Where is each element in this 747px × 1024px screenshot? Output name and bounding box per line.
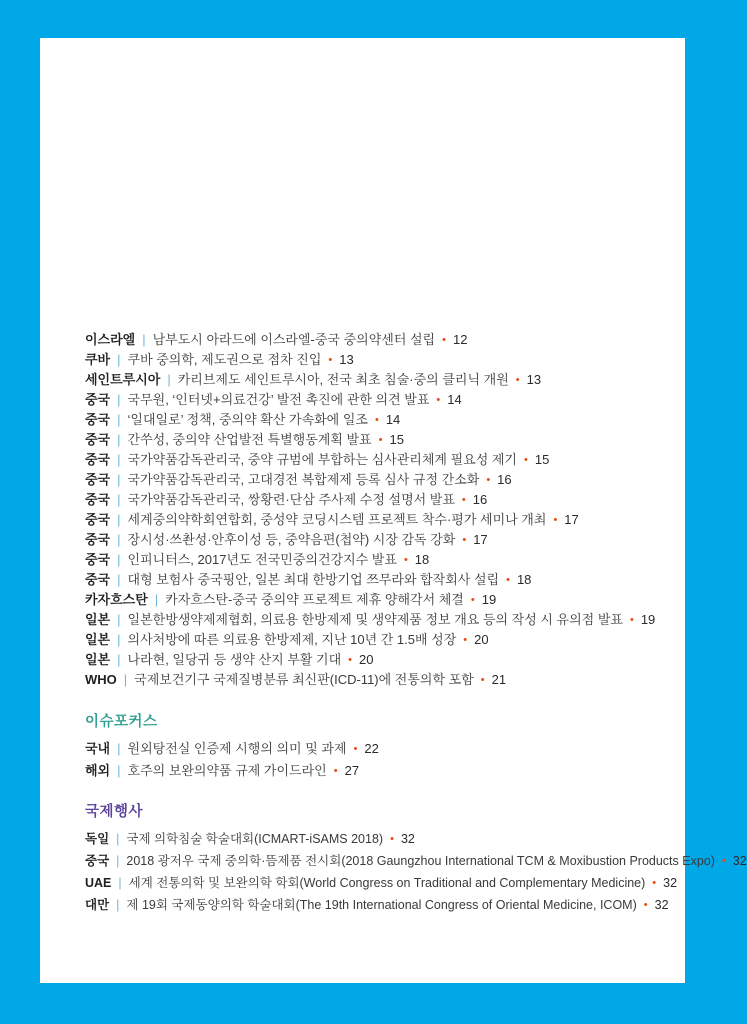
toc-entry-page: 13 [526, 372, 542, 387]
separator-bar: | [117, 512, 121, 527]
bullet-dot: • [486, 474, 491, 486]
separator-bar: | [116, 854, 120, 868]
toc-entry-country: 중국 [85, 512, 111, 527]
bullet-dot: • [721, 855, 726, 867]
toc-entry [85, 850, 747, 872]
toc-entry-title: 쿠바 중의학, 제도권으로 점차 진입 [127, 352, 322, 367]
bullet-dot: • [643, 899, 648, 911]
bullet-dot: • [462, 534, 467, 546]
toc-entry-page: 15 [389, 432, 404, 447]
toc-entry-country: 중국 [85, 452, 111, 467]
bullet-dot: • [403, 554, 408, 566]
toc-entry [85, 330, 655, 350]
toc-entry-page: 20 [359, 652, 374, 667]
toc-entry-country: WHO [85, 672, 117, 687]
section-issue-focus [85, 710, 379, 782]
bullet-dot: • [348, 654, 353, 666]
toc-entry-page: 18 [414, 552, 430, 567]
separator-bar: | [117, 552, 121, 567]
toc-entry [85, 550, 655, 570]
toc-entry-country: 중국 [85, 854, 110, 868]
bullet-dot: • [515, 374, 520, 386]
bullet-dot: • [629, 614, 634, 626]
toc-entry-title: 제 19회 국제동양의학 학술대회(The 19th International Congress of Oriental Medicine, ICOM) [126, 898, 637, 912]
toc-entry [85, 510, 655, 530]
separator-bar: | [116, 898, 120, 912]
separator-bar: | [154, 592, 159, 607]
page-sheet [40, 38, 747, 983]
toc-entry-page: 32 [732, 854, 747, 868]
bullet-dot: • [553, 514, 558, 526]
toc-entry-title: 대형 보험사 중국핑안, 일본 최대 한방기업 쯔무라와 합작회사 설립 [127, 572, 500, 587]
toc-entry [85, 590, 655, 610]
separator-bar: | [123, 672, 128, 687]
toc-entry-country: 해외 [85, 763, 111, 778]
toc-entry [85, 828, 747, 850]
toc-entry [85, 350, 655, 370]
toc-entry-title: 일본한방생약제제협회, 의료용 한방제제 및 생약제품 정보 개요 등의 작성 시 유의점 발표 [127, 612, 623, 627]
toc-entry-page: 17 [473, 532, 488, 547]
toc-entry-title: 2018 광저우 국제 중의학·뜸제품 전시회(2018 Gaungzhou International TCM & Moxibustion Products Expo) [126, 854, 715, 868]
toc-entry-title: 국가약품감독관리국, 쌍황련·단삼 주사제 수정 설명서 발표 [127, 492, 455, 507]
separator-bar: | [117, 432, 121, 447]
toc-entry-country: 중국 [85, 492, 111, 507]
bullet-dot: • [378, 434, 383, 446]
bullet-dot: • [461, 494, 466, 506]
toc-entry-title: 국제보건기구 국제질병분류 최신판(ICD-11)에 전통의학 포함 [134, 672, 474, 687]
toc-entry [85, 760, 379, 782]
toc-entry-country: UAE [85, 876, 112, 890]
separator-bar: | [167, 372, 171, 387]
toc-entry-title: 장시성·쓰촨성·안후이성 등, 중약음편(첩약) 시장 감독 강화 [127, 532, 456, 547]
toc-entry-page: 13 [339, 352, 354, 367]
toc-entry-page: 19 [481, 592, 497, 607]
toc-entry-page: 32 [654, 898, 669, 912]
toc-entry-page: 20 [474, 632, 489, 647]
toc-entry [85, 430, 655, 450]
bullet-dot: • [480, 674, 485, 686]
toc-entry-page: 21 [491, 672, 507, 687]
toc-entry-country: 중국 [85, 472, 111, 487]
toc-entry-country: 중국 [85, 412, 111, 427]
toc-main-list [85, 330, 655, 690]
toc-entry-page: 12 [452, 332, 468, 347]
toc-entry-country: 중국 [85, 432, 111, 447]
toc-entry-country: 중국 [85, 532, 111, 547]
toc-entry-page: 27 [344, 763, 360, 778]
bullet-dot: • [442, 334, 446, 346]
bullet-dot: • [463, 634, 468, 646]
toc-entry-page: 14 [385, 412, 401, 427]
toc-entry-country: 중국 [85, 392, 111, 407]
toc-entry-title: 국제 의학침술 학술대회(ICMART-iSAMS 2018) [126, 832, 384, 846]
bullet-dot: • [470, 594, 475, 606]
bullet-dot: • [353, 743, 358, 755]
separator-bar: | [117, 452, 121, 467]
bullet-dot: • [506, 574, 510, 586]
separator-bar: | [118, 876, 122, 890]
toc-entry [85, 630, 655, 650]
bullet-dot: • [652, 877, 657, 889]
toc-entry-title: 의사처방에 따른 의료용 한방제제, 지난 10년 간 1.5배 성장 [127, 632, 457, 647]
toc-entry-page: 32 [400, 832, 415, 846]
section-header-international-events: 국제행사 [85, 804, 144, 820]
separator-bar: | [117, 492, 121, 507]
toc-entry-title: 세계중의약학회연합회, 중성약 코딩시스템 프로젝트 착수·평가 세미나 개최 [127, 512, 547, 527]
separator-bar: | [142, 332, 146, 347]
separator-bar: | [117, 472, 121, 487]
bullet-dot: • [523, 454, 528, 466]
toc-entry-title: 국가약품감독관리국, 고대경전 복합제제 등록 심사 규정 간소화 [127, 472, 480, 487]
toc-entry [85, 410, 655, 430]
bullet-dot: • [390, 833, 394, 845]
separator-bar: | [117, 741, 121, 756]
toc-entry-page: 16 [497, 472, 512, 487]
toc-entry-country: 카자흐스탄 [85, 592, 148, 607]
toc-entry [85, 370, 655, 390]
bullet-dot: • [374, 414, 379, 426]
bullet-dot: • [333, 765, 338, 777]
separator-bar: | [117, 532, 121, 547]
bullet-dot: • [436, 394, 441, 406]
toc-entry-page: 19 [640, 612, 656, 627]
toc-entry [85, 738, 379, 760]
separator-bar: | [117, 652, 121, 667]
toc-entry-page: 16 [472, 492, 488, 507]
toc-entry-page: 32 [663, 876, 678, 890]
toc-entry-title: 남부도시 아라드에 이스라엘-중국 중의약센터 설립 [152, 332, 436, 347]
separator-bar: | [117, 572, 121, 587]
toc-entry-title: 세계 전통의학 및 보완의학 학회(World Congress on Traditional and Complementary Medicine) [128, 876, 646, 890]
toc-entry-title: 국가약품감독관리국, 중약 규범에 부합하는 심사관리체계 필요성 제기 [127, 452, 517, 467]
separator-bar: | [117, 392, 121, 407]
toc-entry [85, 570, 655, 590]
toc-entry [85, 650, 655, 670]
toc-entry [85, 610, 655, 630]
toc-entry-title: 간쑤성, 중의약 산업발전 특별행동계획 발표 [127, 432, 372, 447]
section-header-issue-focus: 이슈포커스 [85, 714, 158, 730]
toc-entry-country: 대만 [85, 898, 110, 912]
toc-entry-title: 카리브제도 세인트루시아, 전국 최초 침술·중의 클리닉 개원 [177, 372, 509, 387]
toc-entry [85, 872, 747, 894]
toc-entry [85, 530, 655, 550]
toc-entry-title: ‘일대일로’ 정책, 중의약 확산 가속화에 일조 [127, 412, 368, 427]
toc-entry-title: 원외탕전실 인증제 시행의 의미 및 과제 [127, 741, 347, 756]
toc-entry-page: 15 [534, 452, 550, 467]
toc-entry-title: 호주의 보완의약품 규제 가이드라인 [127, 763, 327, 778]
toc-entry-country: 일본 [85, 652, 111, 667]
toc-entry [85, 450, 655, 470]
bullet-dot: • [328, 354, 333, 366]
toc-entry-country: 일본 [85, 612, 111, 627]
toc-entry [85, 894, 747, 916]
separator-bar: | [117, 763, 121, 778]
toc-entry [85, 670, 655, 690]
toc-entry-country: 독일 [85, 832, 110, 846]
toc-entry-country: 세인트루시아 [85, 372, 161, 387]
separator-bar: | [117, 352, 121, 367]
toc-entry [85, 490, 655, 510]
toc-entry-country: 중국 [85, 572, 111, 587]
toc-entry-page: 14 [447, 392, 462, 407]
toc-entry-page: 17 [564, 512, 579, 527]
separator-bar: | [117, 412, 121, 427]
toc-entry-page: 18 [516, 572, 532, 587]
section-international-events [85, 800, 747, 916]
toc-entry-country: 국내 [85, 741, 111, 756]
toc-entry-country: 일본 [85, 632, 111, 647]
separator-bar: | [117, 632, 121, 647]
toc-entry-title: 인피니터스, 2017년도 전국민중의건강지수 발표 [127, 552, 397, 567]
toc-entry [85, 470, 655, 490]
toc-entry-title: 카자흐스탄-중국 중의약 프로젝트 제휴 양해각서 체결 [165, 592, 464, 607]
separator-bar: | [117, 612, 121, 627]
toc-entry-country: 이스라엘 [85, 332, 136, 347]
separator-bar: | [116, 832, 120, 846]
toc-entry-title: 나라현, 일당귀 등 생약 산지 부활 기대 [127, 652, 342, 667]
toc-entry [85, 390, 655, 410]
toc-entry-title: 국무원, ‘인터넷+의료건강’ 발전 촉진에 관한 의견 발표 [127, 392, 430, 407]
toc-entry-page: 22 [364, 741, 379, 756]
toc-entry-country: 중국 [85, 552, 111, 567]
toc-entry-country: 쿠바 [85, 352, 111, 367]
